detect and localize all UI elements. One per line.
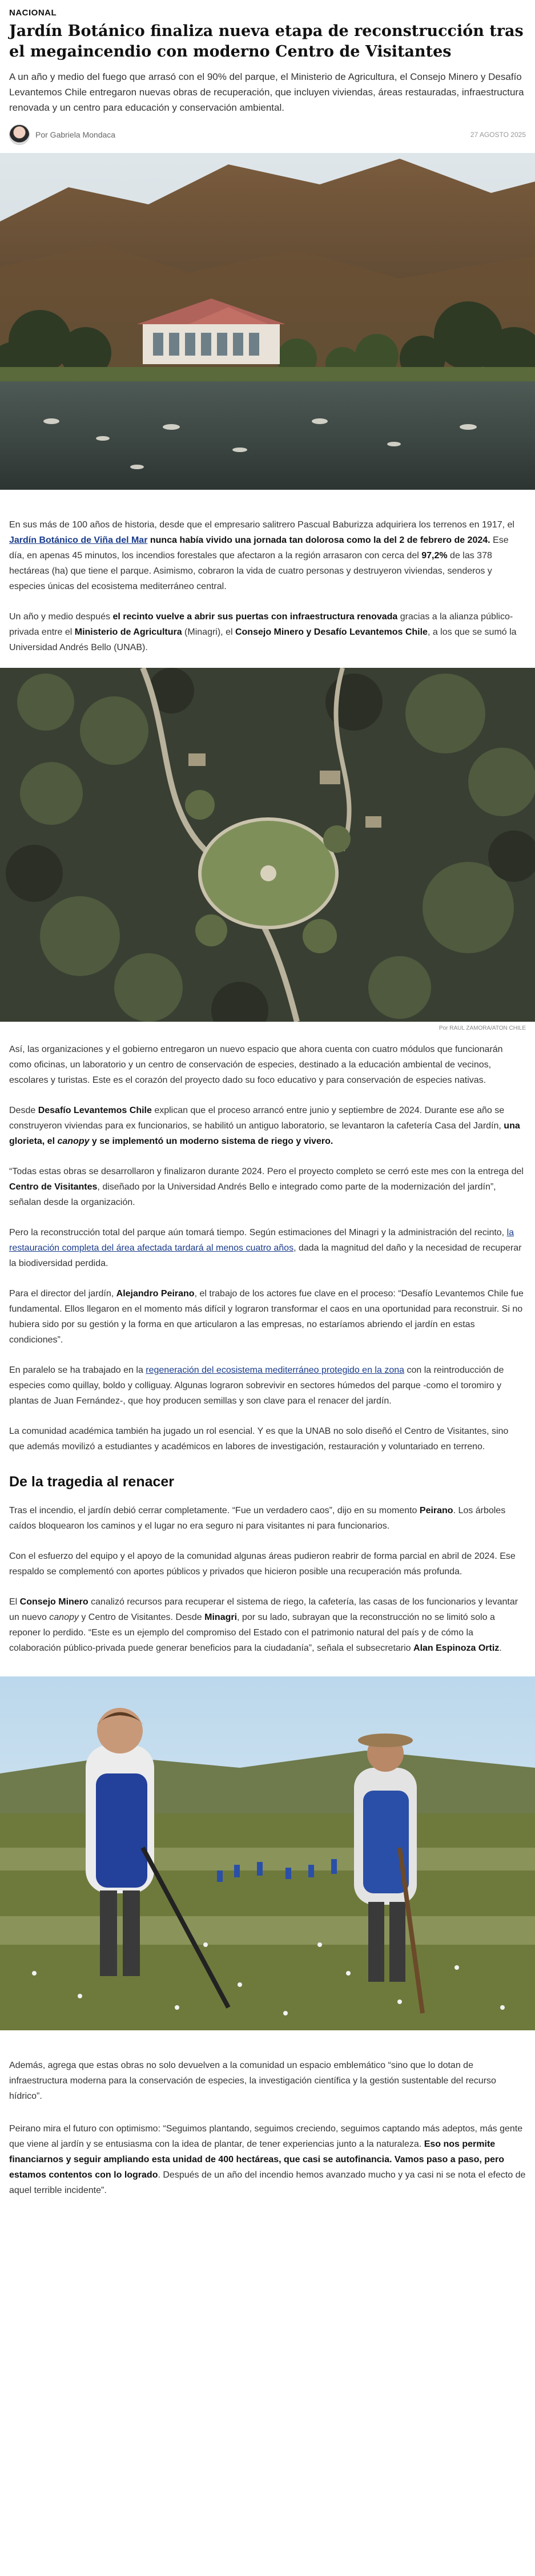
p1-text-d: 97,2% (421, 551, 448, 561)
photo-2-illustration (0, 668, 535, 1022)
paragraph-10 (9, 1503, 526, 1534)
p1-text-a: En sus más de 100 años de historia, desde que el empresario salitrero Pascual Baburizza adquiriera los terrenos en 1917, el (9, 520, 514, 530)
p2-text-e: (Minagri), el (182, 627, 235, 637)
p4-text-c: explican que el proceso arrancó entre junio y septiembre de 2024. Durante ese año se construyeron viviendas para ex funcionarios, se habilitó un antiguo laboratorio, se levantaron la cafetería Casa del Jardín, (9, 1106, 505, 1131)
photo-burned-hills-house (0, 153, 535, 490)
p8-text-a: En paralelo se ha trabajado en la (9, 1365, 146, 1375)
p2-text-g: , a los que se sumó la Universidad Andrés Bello (UNAB). (9, 627, 517, 652)
paragraph-4 (9, 1103, 526, 1149)
p5-text-a: “Todas estas obras se desarrollaron y finalizaron durante 2024. Pero el proyecto completo se cerró este mes con la entrega del (9, 1167, 524, 1176)
link-regeneracion[interactable]: regeneración del ecosistema mediterráneo protegido en la zona (146, 1365, 405, 1375)
p7-text-b: Alejandro Peirano (116, 1289, 195, 1299)
p7-text-a: Para el director del jardín, (9, 1289, 116, 1299)
p6-text-a: Pero la reconstrucción total del parque aún tomará tiempo. Según estimaciones del Minagri y la administración del recinto, (9, 1228, 507, 1237)
photo-credit: Por RAUL ZAMORA/ATON CHILE (439, 1025, 526, 1031)
link-jardin-botanico[interactable]: Jardín Botánico de Viña del Mar (9, 535, 148, 545)
p14-text-c: . Después de un año del incendio hemos avanzado mucho y ya casi ni se nota el efecto de aquel terrible incidente”. (9, 2170, 526, 2195)
headline: Jardín Botánico finaliza nueva etapa de reconstrucción tras el megaincendio con moderno Centro de Visitantes (9, 22, 524, 61)
p12-text-b: Consejo Minero (19, 1597, 89, 1607)
p10-text-b: Peirano (419, 1506, 453, 1515)
paragraph-3: Así, las organizaciones y el gobierno entregaron un nuevo espacio que ahora cuenta con cuatro módulos que funcionarán como oficinas, un laboratorio y un centro de conservación de especies, destinado a la educación ambiental de vecinos, escolares y turistas. Este es el corazón del proyecto dado su foco educativo y para conservación de especies nativas. (9, 1045, 503, 1085)
p2-text-b: el recinto vuelve a abrir sus puertas con infraestructura renovada (112, 612, 398, 622)
paragraph-8 (9, 1362, 526, 1409)
p2-text-d: Ministerio de Agricultura (74, 627, 182, 637)
p7-text-c: , el trabajo de los actores fue clave en el proceso: “Desafío Levantemos Chile fue fundamental. Ellos llegaron en el momento más difícil y lograron transformar el caos en una oportunidad para reconstruir. Si no hubiera sido por su gestión y la forma en que articularon a las empresas, no estaríamos abriendo el jardín en estas condiciones”. (9, 1289, 524, 1345)
p4-text-e: canopy (57, 1136, 90, 1146)
photo-volunteers-planting (0, 1676, 535, 2030)
p4-text-f: y se implementó un moderno sistema de riego y vivero. (89, 1136, 333, 1146)
subheading: De la tragedia al renacer (9, 1474, 175, 1490)
p12-text-a: El (9, 1597, 20, 1607)
p5-text-b: Centro de Visitantes (9, 1182, 98, 1192)
paragraph-6 (9, 1225, 526, 1271)
paragraph-12 (9, 1594, 526, 1656)
p4-text-d: una glorieta, el (9, 1121, 520, 1146)
paragraph-9: La comunidad académica también ha jugado un rol esencial. Y es que la UNAB no solo diseñó el Centro de Visitantes, sino que además movilizó a estudiantes y académicos en labores de investigación, restauración y voluntariado en terreno. (9, 1426, 509, 1452)
p2-text-f: Consejo Minero y Desafío Levantemos Chile (235, 627, 428, 637)
p6-text-b: , dada la magnitud del daño y la necesidad de recuperar la biodiversidad perdida. (9, 1243, 522, 1268)
paragraph-1 (9, 517, 526, 594)
p12-text-h: Alan Espinoza Ortiz (413, 1643, 500, 1653)
p12-text-i: . (499, 1643, 502, 1653)
dek: A un año y medio del fuego que arrasó con el 90% del parque, el Ministerio de Agricultura, el Consejo Minero y Desafío Levantemos Chile entregaron nuevas obras de recuperación, que incluyen viviendas, áreas restauradas, infraestructura renovada y un centro para educación y conservación ambiental. (9, 71, 524, 113)
p14-text-a: Peirano mira el futuro con optimismo: “Seguimos plantando, seguimos creciendo, seguimos captando más adeptos, más gente que viene al jardín y se entusiasma con la idea de plantar, de tener experiencias junto a la naturaleza. (9, 2124, 523, 2149)
paragraph-14 (9, 2121, 526, 2198)
photo-1-illustration (0, 153, 535, 490)
author-avatar (9, 124, 30, 145)
p2-text-c: gracias a la alianza público-privada entre el (9, 612, 513, 637)
p2-text-a: Un año y medio después (9, 612, 113, 622)
paragraph-7 (9, 1286, 526, 1348)
paragraph-5 (9, 1164, 526, 1210)
p8-text-b: con la reintroducción de especies como quillay, boldo y colliguay. Algunas lograron sobrevivir en sectores húmedos del parque -como el toromiro y plantas de Juan Fernández-, que hoy producen semillas y son clave para el renacer del jardín. (9, 1365, 504, 1406)
p12-text-f: Minagri (204, 1612, 238, 1622)
link-restauracion[interactable]: la restauración completa del área afectada tardará al menos cuatro años (9, 1228, 514, 1253)
p4-text-b: Desafío Levantemos Chile (38, 1106, 152, 1115)
paragraph-2 (9, 609, 526, 655)
p12-text-d: canopy (49, 1612, 79, 1622)
photo-3-illustration (0, 1676, 535, 2030)
p1-text-e: de las 378 hectáreas (ha) que tiene el parque. Asimismo, cobraron la vida de cuatro personas y destruyeron viviendas, senderos y especies únicas del ecosistema mediterráneo central. (9, 551, 492, 591)
p10-text-c: . Los árboles caídos bloquearon los caminos y el lugar no era seguro ni para visitantes ni para funcionarios. (9, 1506, 506, 1531)
p4-text-a: Desde (9, 1106, 38, 1115)
p5-text-c: , diseñado por la Universidad Andrés Bello e integrado como parte de la modernización del jardín”, señalan desde la organización. (9, 1182, 496, 1207)
publish-date: 27 AGOSTO 2025 (470, 131, 526, 139)
byline (9, 124, 526, 153)
byline-author-block (9, 124, 115, 145)
p12-text-c: canalizó recursos para recuperar el sistema de riego, la cafetería, las casas de los funcionarios y levantar un nuevo (9, 1597, 518, 1622)
photo-aerial-garden (0, 668, 535, 1022)
p12-text-g: , por su lado, subrayan que la reconstrucción no se limitó solo a reponer lo perdido. “Este es un ejemplo del compromiso del Estado con el patrimonio natural del país y de cómo la colaboración público-privada puede generar beneficios para la ciudadanía”, señala el subsecretario (9, 1612, 495, 1653)
p10-text-a: Tras el incendio, el jardín debió cerrar completamente. “Fue un verdadero caos”, dijo en su momento (9, 1506, 420, 1515)
p1-text-b: nunca había vivido una jornada tan dolorosa como la del 2 de febrero de 2024. (147, 535, 490, 545)
paragraph-13: Además, agrega que estas obras no solo devuelven a la comunidad un espacio emblemático “sino que lo dotan de infraestructura moderna para la conservación de especies, la investigación científica y la gestión sustentable del recurso hídrico”. (9, 2061, 496, 2101)
p1-text-c: Ese día, en apenas 45 minutos, los incendios forestales que afectaron a la región arrasaron con cerca del (9, 535, 509, 561)
p14-text-b: Eso nos permite financiarnos y seguir ampliando esta unidad de 400 hectáreas, que casi se autofinancia. Vamos paso a paso, pero estamos contentos con lo logrado (9, 2139, 504, 2180)
section-tag[interactable]: NACIONAL (9, 8, 57, 18)
p12-text-e: y Centro de Visitantes. Desde (78, 1612, 205, 1622)
author-name[interactable]: Por Gabriela Mondaca (35, 130, 116, 139)
paragraph-11: Con el esfuerzo del equipo y el apoyo de la comunidad algunas áreas pudieron reabrir de forma parcial en abril de 2024. Ese respaldo se complementó con aportes públicos y privados que hicieron posible una recuperación más profunda. (9, 1551, 516, 1577)
